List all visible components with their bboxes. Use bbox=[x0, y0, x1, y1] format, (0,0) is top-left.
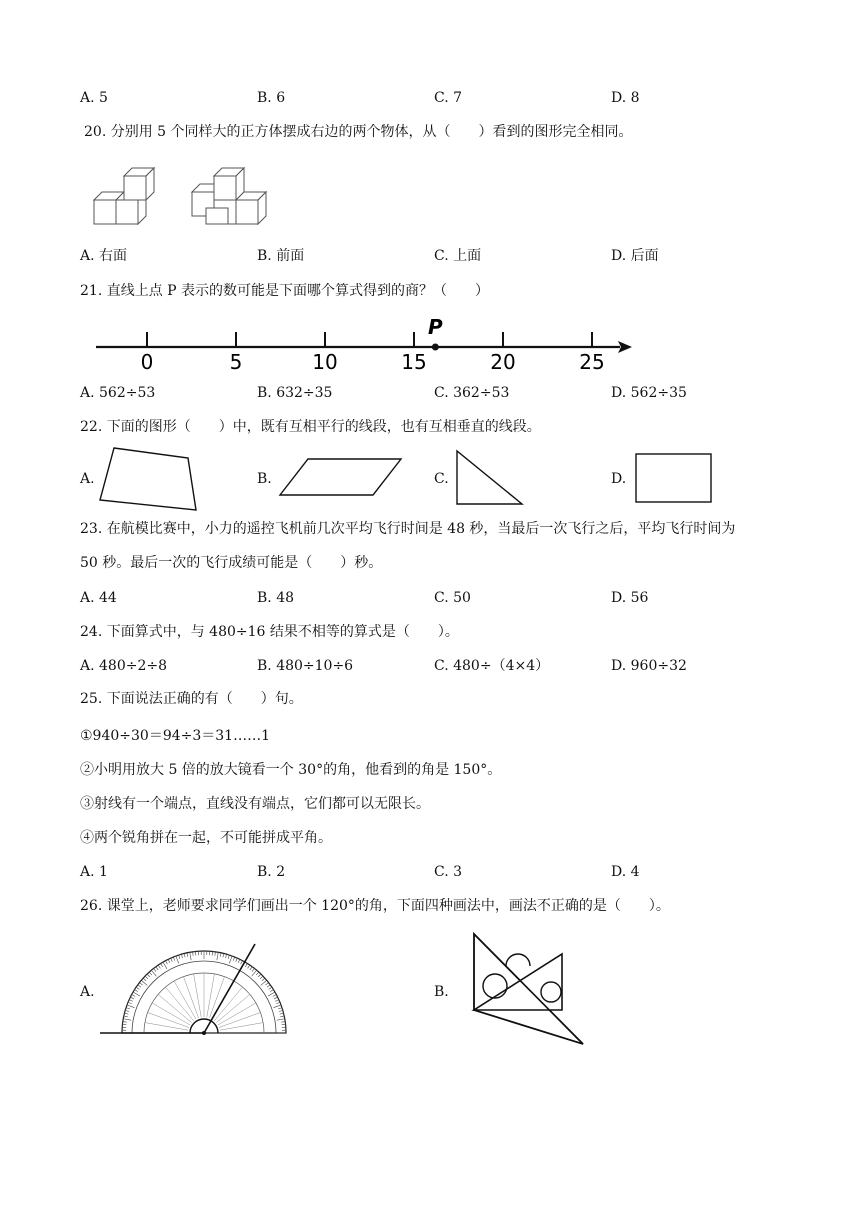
number-line-tick-label: 15 bbox=[401, 350, 427, 374]
q23-option-b[interactable]: B. 48 bbox=[257, 590, 295, 606]
q23-option-c[interactable]: C. 50 bbox=[434, 590, 471, 606]
q26-set-squares-drawing bbox=[462, 930, 588, 1050]
q21-number-line bbox=[90, 312, 640, 374]
q23-question-line1: 23. 在航模比赛中，小力的遥控飞机前几次平均飞行时间是 48 秒，当最后一次飞行之后，平均飞行时间为 bbox=[80, 521, 736, 537]
q22-right-triangle-shape bbox=[454, 448, 526, 508]
q23-option-d[interactable]: D. 56 bbox=[611, 590, 649, 606]
q25-option-d[interactable]: D. 4 bbox=[611, 864, 640, 880]
point-p-marker bbox=[432, 344, 439, 351]
q22-question: 22. 下面的图形（ ）中，既有互相平行的线段，也有互相垂直的线段。 bbox=[80, 419, 541, 435]
q22-option-c[interactable]: C. bbox=[434, 471, 449, 487]
q20-option-d[interactable]: D. 后面 bbox=[611, 248, 659, 264]
q22-parallelogram-shape bbox=[278, 456, 404, 498]
q20-option-b[interactable]: B. 前面 bbox=[257, 248, 305, 264]
q26-protractor-drawing bbox=[98, 940, 292, 1040]
number-line-tick-label: 5 bbox=[229, 350, 243, 374]
q21-option-b[interactable]: B. 632÷35 bbox=[257, 385, 333, 401]
cube-object-2 bbox=[192, 168, 266, 224]
q24-option-b[interactable]: B. 480÷10÷6 bbox=[257, 658, 354, 674]
q21-option-d[interactable]: D. 562÷35 bbox=[611, 385, 687, 401]
q22-rectangle-shape bbox=[634, 452, 714, 504]
q25-statement-1: ①940÷30＝94÷3＝31……1 bbox=[80, 728, 270, 744]
number-line-tick-label: 0 bbox=[140, 350, 154, 374]
q24-option-d[interactable]: D. 960÷32 bbox=[611, 658, 687, 674]
q25-option-a[interactable]: A. 1 bbox=[80, 864, 108, 880]
q26-question: 26. 课堂上，老师要求同学们画出一个 120°的角，下面四种画法中，画法不正确的是（ ）。 bbox=[80, 898, 670, 914]
point-p-label: P bbox=[428, 315, 443, 339]
q24-option-a[interactable]: A. 480÷2÷8 bbox=[80, 658, 168, 674]
q20-option-c[interactable]: C. 上面 bbox=[434, 248, 482, 264]
q25-statement-4: ④两个锐角拼在一起，不可能拼成平角。 bbox=[80, 830, 332, 846]
cube-object-1 bbox=[94, 168, 154, 224]
q20-option-a[interactable]: A. 右面 bbox=[80, 248, 128, 264]
q25-statement-2: ②小明用放大 5 倍的放大镜看一个 30°的角，他看到的角是 150°。 bbox=[80, 762, 502, 778]
q23-option-a[interactable]: A. 44 bbox=[80, 590, 117, 606]
q19-option-c[interactable]: C. 7 bbox=[434, 90, 463, 106]
q25-option-c[interactable]: C. 3 bbox=[434, 864, 463, 880]
q26-option-b[interactable]: B. bbox=[434, 984, 449, 1000]
q21-option-a[interactable]: A. 562÷53 bbox=[80, 385, 156, 401]
arrow-head-icon bbox=[618, 341, 632, 353]
q19-option-a[interactable]: A. 5 bbox=[80, 90, 108, 106]
number-line-tick-label: 25 bbox=[579, 350, 605, 374]
q21-question: 21. 直线上点 P 表示的数可能是下面哪个算式得到的商？（ ） bbox=[80, 283, 490, 299]
q24-question: 24. 下面算式中，与 480÷16 结果不相等的算式是（ ）。 bbox=[80, 624, 459, 640]
number-line-tick-label: 10 bbox=[312, 350, 338, 374]
q21-option-c[interactable]: C. 362÷53 bbox=[434, 385, 510, 401]
q25-statement-3: ③射线有一个端点，直线没有端点，它们都可以无限长。 bbox=[80, 796, 430, 812]
q25-option-b[interactable]: B. 2 bbox=[257, 864, 286, 880]
q20-cube-figures bbox=[90, 160, 280, 232]
q19-option-b[interactable]: B. 6 bbox=[257, 90, 286, 106]
q23-question-line2: 50 秒。最后一次的飞行成绩可能是（ ）秒。 bbox=[80, 555, 383, 571]
number-line-tick-label: 20 bbox=[490, 350, 516, 374]
q19-option-d[interactable]: D. 8 bbox=[611, 90, 640, 106]
q22-option-d[interactable]: D. bbox=[611, 471, 627, 487]
q22-option-b[interactable]: B. bbox=[257, 471, 272, 487]
q22-quadrilateral-shape bbox=[98, 444, 202, 514]
q25-question: 25. 下面说法正确的有（ ）句。 bbox=[80, 691, 303, 707]
q24-option-c[interactable]: C. 480÷（4×4） bbox=[434, 658, 550, 674]
q26-option-a[interactable]: A. bbox=[80, 984, 95, 1000]
q20-question: 20. 分别用 5 个同样大的正方体摆成右边的两个物体，从（ ）看到的图形完全相同。 bbox=[84, 124, 633, 140]
q22-option-a[interactable]: A. bbox=[80, 471, 95, 487]
